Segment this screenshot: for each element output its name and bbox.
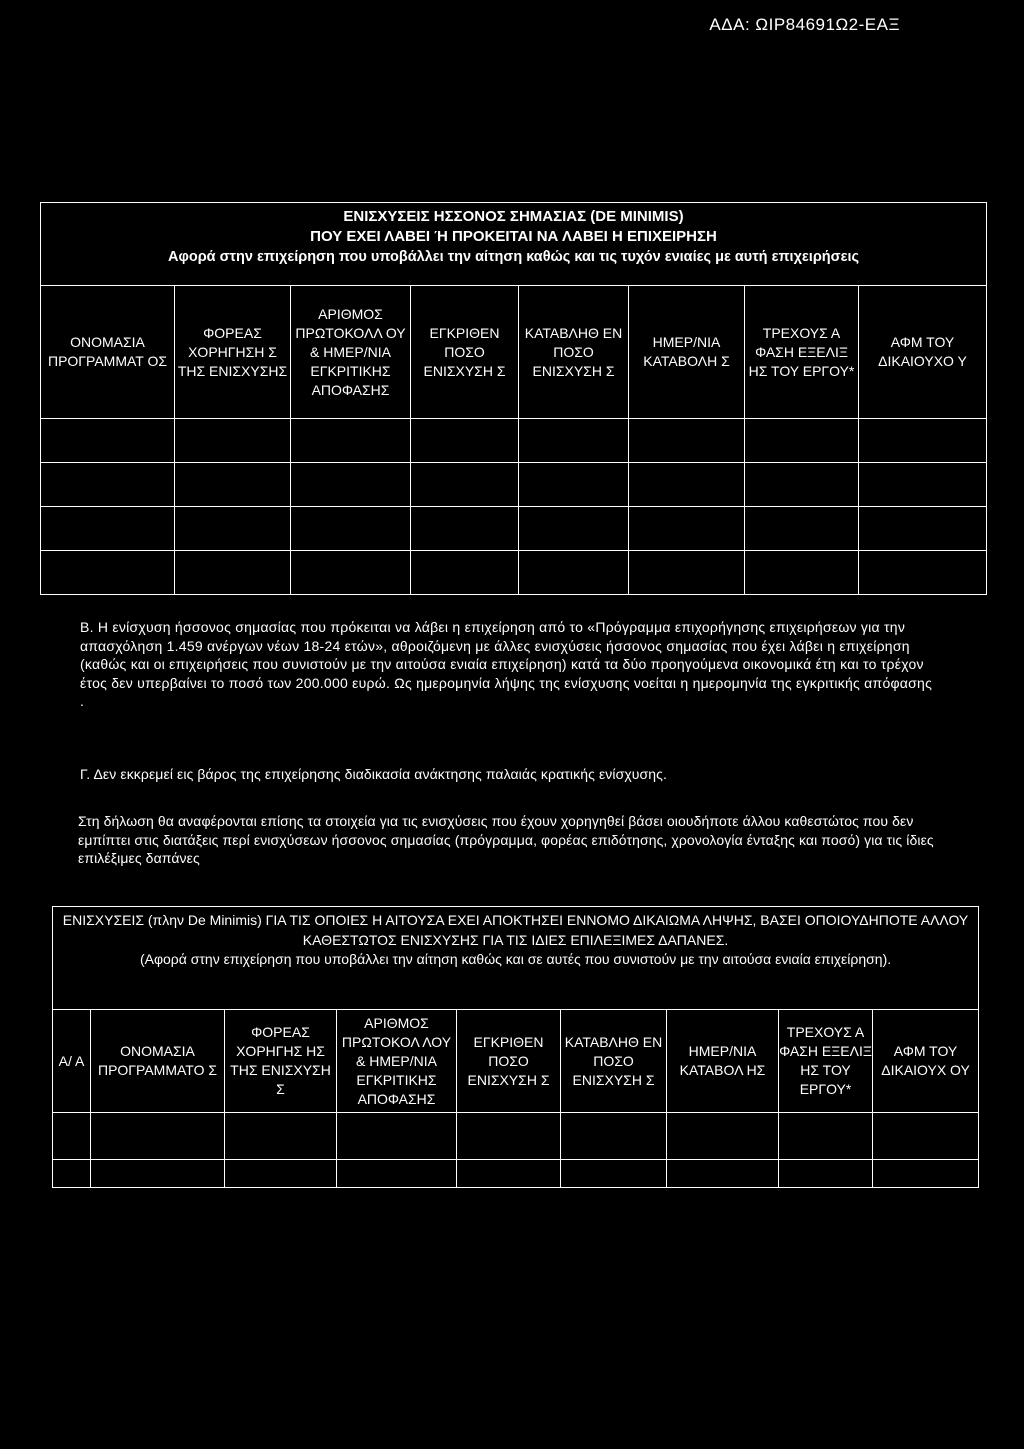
column-header-payment-date: ΗΜΕΡ/ΝΙΑ ΚΑΤΑΒΟΛ ΗΣ: [667, 1010, 779, 1113]
table-cell[interactable]: [859, 419, 987, 463]
column-header-protocol-number: ΑΡΙΘΜΟΣ ΠΡΩΤΟΚΟΛ ΛΟΥ & ΗΜΕΡ/ΝΙΑ ΕΓΚΡΙΤΙΚΗΣ ΑΠΟΦΑΣΗΣ: [337, 1010, 457, 1113]
column-header-beneficiary-afm: ΑΦΜ ΤΟΥ ΔΙΚΑΙΟΥΧ ΟΥ: [873, 1010, 979, 1113]
column-header-approved-amount: ΕΓΚΡΙΘΕΝ ΠΟΣΟ ΕΝΙΣΧΥΣΗ Σ: [411, 286, 519, 419]
table-cell[interactable]: [175, 551, 291, 595]
paragraph-g: Γ. Δεν εκκρεμεί εις βάρος της επιχείρησης διαδικασία ανάκτησης παλαιάς κρατικής ενίσχυσης.: [80, 766, 667, 782]
de-minimis-table-title: [41, 203, 987, 286]
other-aid-table-title: [53, 907, 979, 1010]
table-cell[interactable]: [337, 1160, 457, 1188]
column-header-paid-amount: ΚΑΤΑΒΛΗΘ ΕΝ ΠΟΣΟ ΕΝΙΣΧΥΣΗ Σ: [519, 286, 629, 419]
column-header-granting-body: ΦΟΡΕΑΣ ΧΟΡΗΓΗΣ ΗΣ ΤΗΣ ΕΝΙΣΧΥΣΗ Σ: [225, 1010, 337, 1113]
table-cell[interactable]: [561, 1113, 667, 1160]
table-cell[interactable]: [859, 507, 987, 551]
column-header-program-name: ΟΝΟΜΑΣΙΑ ΠΡΟΓΡΑΜΜΑΤΟ Σ: [91, 1010, 225, 1113]
table-cell[interactable]: [53, 1160, 91, 1188]
table-cell[interactable]: [91, 1160, 225, 1188]
table-cell[interactable]: [53, 1113, 91, 1160]
table-cell[interactable]: [519, 419, 629, 463]
table-cell[interactable]: [779, 1160, 873, 1188]
table-row: [53, 1113, 979, 1160]
table-cell[interactable]: [411, 419, 519, 463]
table-cell[interactable]: [519, 507, 629, 551]
table-cell[interactable]: [291, 551, 411, 595]
table-cell[interactable]: [745, 507, 859, 551]
table-cell[interactable]: [859, 463, 987, 507]
declaration-paragraph: Στη δήλωση θα αναφέρονται επίσης τα στοιχεία για τις ενισχύσεις που έχουν χορηγηθεί βάσει οιουδήποτε άλλου καθεστώτος που δεν εμπίπτει στις διατάξεις περί ενισχύσεων ήσσονος σημασίας (πρόγραμμα, φορέας επιδότησης, χρονολογία ένταξης και ποσό) για τις ίδιες επιλέξιμες δαπάνες: [78, 813, 934, 866]
table-cell[interactable]: [629, 507, 745, 551]
column-header-approved-amount: ΕΓΚΡΙΘΕΝ ΠΟΣΟ ΕΝΙΣΧΥΣΗ Σ: [457, 1010, 561, 1113]
column-header-project-phase: ΤΡΕΧΟΥΣ Α ΦΑΣΗ ΕΞΕΛΙΞ ΗΣ ΤΟΥ ΕΡΓΟΥ*: [745, 286, 859, 419]
table-row: [41, 507, 987, 551]
de-minimis-title-line-2: ΠΟΥ ΕΧΕΙ ΛΑΒΕΙ Ή ΠΡΟΚΕΙΤΑΙ ΝΑ ΛΑΒΕΙ Η ΕΠΙΧΕΙΡΗΣΗ: [310, 228, 717, 245]
table-cell[interactable]: [745, 419, 859, 463]
column-header-paid-amount: ΚΑΤΑΒΛΗΘ ΕΝ ΠΟΣΟ ΕΝΙΣΧΥΣΗ Σ: [561, 1010, 667, 1113]
table-cell[interactable]: [411, 551, 519, 595]
table-cell[interactable]: [629, 463, 745, 507]
column-header-protocol-number: ΑΡΙΘΜΟΣ ΠΡΩΤΟΚΟΛΛ ΟΥ & ΗΜΕΡ/ΝΙΑ ΕΓΚΡΙΤΙΚΗΣ ΑΠΟΦΑΣΗΣ: [291, 286, 411, 419]
table-cell[interactable]: [337, 1113, 457, 1160]
table-cell[interactable]: [225, 1160, 337, 1188]
table-row: [41, 463, 987, 507]
table-cell[interactable]: [41, 507, 175, 551]
table-cell[interactable]: [175, 507, 291, 551]
column-header-granting-body: ΦΟΡΕΑΣ ΧΟΡΗΓΗΣΗ Σ ΤΗΣ ΕΝΙΣΧΥΣΗΣ: [175, 286, 291, 419]
table-cell[interactable]: [667, 1160, 779, 1188]
other-aid-subtitle: (Αφορά στην επιχείρηση που υποβάλλει την αίτηση καθώς και σε αυτές που συνιστούν με την αιτούσα ενιαία επιχείρηση).: [139, 951, 892, 967]
table-row: [41, 551, 987, 595]
table-cell[interactable]: [859, 551, 987, 595]
table-cell[interactable]: [667, 1113, 779, 1160]
table-cell[interactable]: [779, 1113, 873, 1160]
table-cell[interactable]: [457, 1160, 561, 1188]
de-minimis-table: [40, 202, 987, 595]
table-cell[interactable]: [745, 463, 859, 507]
table-cell[interactable]: [41, 551, 175, 595]
table-cell[interactable]: [291, 463, 411, 507]
paragraph-b: Β. Η ενίσχυση ήσσονος σημασίας που πρόκειται να λάβει η επιχείρηση από το «Πρόγραμμα επιχορήγησης επιχειρήσεων για την απασχόληση 1.459 ανέργων νέων 18-24 ετών», αθροιζόμενη με άλλες ενισχύσεις ήσσονος σημασίας που έχει λάβει η επιχείρηση (καθώς και οι επιχειρήσεις που συνιστούν με την αιτούσα ενιαία επιχείρηση) κατά τα δύο προηγούμενα οικονομικά έτη και το τρέχον έτος δεν υπερβαίνει το ποσό των 200.000 ευρώ. Ως ημερομηνία λήψης της ενίσχυσης νοείται η ημερομηνία της εγκριτικής απόφασης .: [80, 619, 933, 709]
table-cell[interactable]: [175, 419, 291, 463]
table-row: [53, 1160, 979, 1188]
ada-code: ΑΔΑ: ΩΙΡ84691Ω2-ΕΑΞ: [709, 15, 900, 34]
table-cell[interactable]: [225, 1113, 337, 1160]
other-aid-table: [52, 906, 979, 1188]
de-minimis-title-line-1: ΕΝΙΣΧΥΣΕΙΣ ΗΣΣΟΝΟΣ ΣΗΜΑΣΙΑΣ (DE MINIMIS): [343, 208, 684, 225]
other-aid-title: ΕΝΙΣΧΥΣΕΙΣ (πλην De Minimis) ΓΙΑ ΤΙΣ ΟΠΟΙΕΣ Η ΑΙΤΟΥΣΑ ΕΧΕΙ ΑΠΟΚΤΗΣΕΙ ΕΝΝΟΜΟ ΔΙΚΑΙΩΜΑ ΛΗΨΗΣ, ΒΑΣΕΙ ΟΠΟΙΟΥΔΗΠΟΤΕ ΑΛΛΟΥ ΚΑΘΕΣΤΩΤΟΣ ΕΝΙΣΧΥΣΗΣ ΓΙΑ ΤΙΣ ΙΔΙΕΣ ΕΠΙΛΕΞΙΜΕΣ ΔΑΠΑΝΕΣ.: [62, 912, 969, 948]
table-cell[interactable]: [629, 551, 745, 595]
table-cell[interactable]: [41, 463, 175, 507]
table-cell[interactable]: [41, 419, 175, 463]
table-cell[interactable]: [519, 463, 629, 507]
table-cell[interactable]: [291, 507, 411, 551]
de-minimis-title-line-3: Αφορά στην επιχείρηση που υποβάλλει την αίτηση καθώς και τις τυχόν ενιαίες με αυτή επιχειρήσεις: [168, 249, 860, 265]
table-cell[interactable]: [519, 551, 629, 595]
table-cell[interactable]: [91, 1113, 225, 1160]
column-header-program-name: ΟΝΟΜΑΣΙΑ ΠΡΟΓΡΑΜΜΑΤ ΟΣ: [41, 286, 175, 419]
table-cell[interactable]: [629, 419, 745, 463]
table-cell[interactable]: [457, 1113, 561, 1160]
table-cell[interactable]: [411, 507, 519, 551]
column-header-payment-date: ΗΜΕΡ/ΝΙΑ ΚΑΤΑΒΟΛΗ Σ: [629, 286, 745, 419]
table-row: [41, 419, 987, 463]
table-cell[interactable]: [745, 551, 859, 595]
table-cell[interactable]: [873, 1113, 979, 1160]
table-cell[interactable]: [873, 1160, 979, 1188]
column-header-beneficiary-afm: ΑΦΜ ΤΟΥ ΔΙΚΑΙΟΥΧΟ Υ: [859, 286, 987, 419]
table-cell[interactable]: [291, 419, 411, 463]
column-header-project-phase: ΤΡΕΧΟΥΣ Α ΦΑΣΗ ΕΞΕΛΙΞ ΗΣ ΤΟΥ ΕΡΓΟΥ*: [779, 1010, 873, 1113]
table-cell[interactable]: [175, 463, 291, 507]
column-header-serial-number: Α/ Α: [53, 1010, 91, 1113]
table-cell[interactable]: [561, 1160, 667, 1188]
table-cell[interactable]: [411, 463, 519, 507]
